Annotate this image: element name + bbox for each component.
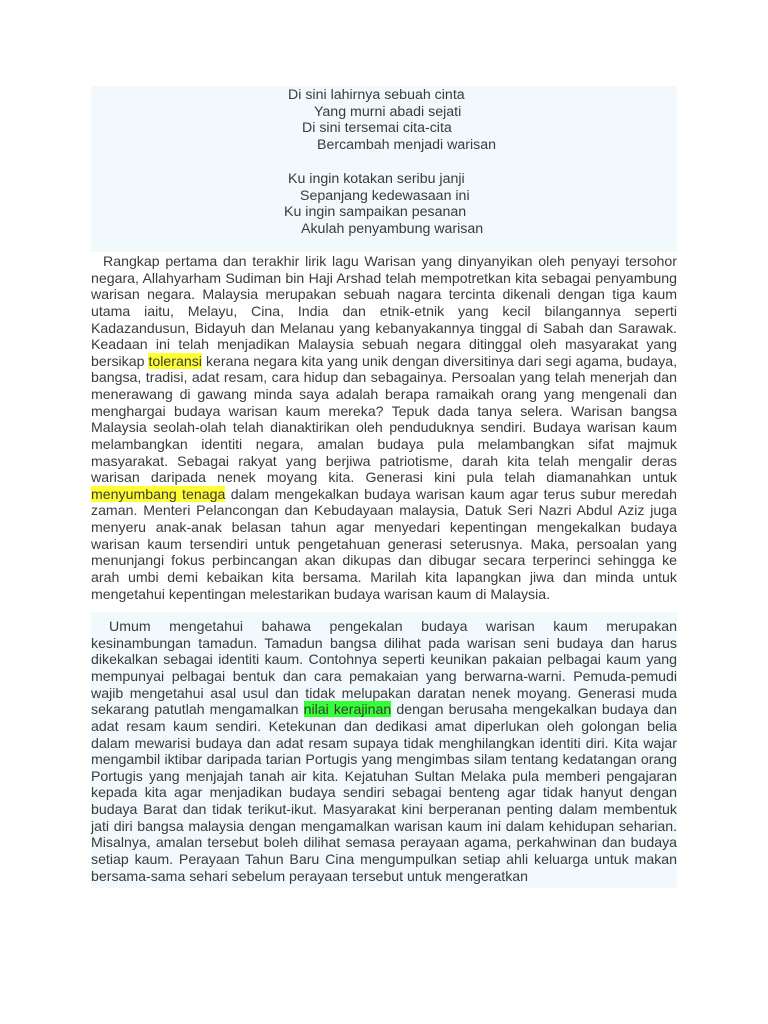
paragraph-text: dalam mengekalkan budaya warisan kaum agar terus subur meredah zaman. Menteri Pelancongan dan Kebudayaan malaysia, Datuk Seri Nazri Abdul Aziz juga menyeru anak-anak belasan tahun agar menyedari kepentingan mengekalkan budaya warisan kaum tersendiri untuk pengetahuan generasi seterusnya. Maka, persoalan yang menunjangi fokus perbincangan akan dikupas dan dibugar secara terperinci sehingga ke arah umbi demi kebaikan kita bersama. Marilah kita lapangkan jiwa dan minda untuk mengetahui kepentingan melestarikan budaya warisan kaum di Malaysia. (91, 485, 677, 602)
paragraph-text: Rangkap pertama dan terakhir lirik lagu Warisan yang dinyanyikan oleh penyayi tersohor negara, Allahyarham Sudiman bin Haji Arshad telah mempotretkan kita sebagai penyambung warisan negara. Malaysia merupakan sebuah nagara tercinta dikenali dengan tiga kaum utama iaitu, Melayu, Cina, India dan etnik-etnik yang kecil bilangannya seperti Kadazandusun, Bidayuh dan Melanau yang kebanyakannya tinggal di Sabah dan Sarawak. Keadaan ini telah menjadikan Malaysia sebuah negara ditinggal oleh masyarakat yang bersikap (91, 253, 677, 369)
poem-line: Bercambah menjadi warisan (317, 137, 497, 154)
poem-line: Di sini tersemai cita-cita (302, 120, 452, 137)
document-page (91, 86, 677, 888)
poem-line: Yang murni abadi sejati (314, 103, 462, 120)
poem-line: Ku ingin kotakan seribu janji (288, 171, 465, 187)
poem-line: Sepanjang kedewasaan ini (300, 187, 470, 204)
poem-stanza-1 (91, 87, 677, 154)
poem-line: Akulah penyambung warisan (301, 221, 484, 238)
paragraph-text: Umum mengetahui bahawa pengekalan budaya warisan kaum merupakan kesinambungan tamadun. Tamadun bangsa dilihat pada warisan seni budaya dan harus dikekalkan sebagai identiti kaum. Contohnya seperti keunikan pakaian pelbagai kaum yang mempunyai pelbagai bentuk dan cara pemakaian yang berwarna-warni. Pemuda-pemudi wajib mengetahui asal usul dan tidak melupakan daratan nenek moyang. Generasi muda sekarang patutlah mengamalkan (91, 618, 677, 718)
highlight-toleransi: toleransi (148, 352, 202, 369)
body-paragraph-2 (91, 612, 677, 888)
poem-block (91, 86, 677, 252)
poem-line: Di sini lahirnya sebuah cinta (288, 87, 465, 103)
highlight-nilai-kerajinan: nilai kerajinan (303, 701, 392, 718)
poem-stanza-2 (91, 171, 677, 238)
highlight-menyumbang-tenaga: menyumbang tenaga (91, 485, 226, 502)
poem-line: Ku ingin sampaikan pesanan (284, 204, 467, 221)
paragraph-text: kerana negara kita yang unik dengan diversitinya dari segi agama, budaya, bangsa, tradisi, adat resam, cara hidup dan sebagainya. Persoalan yang telah menerjah dan menerawang di gawang minda saya adalah berapa ramaikah orang yang mengenali dan menghargai budaya warisan kaum mereka? Tepuk dada tanya selera. Warisan bangsa Malaysia seolah-olah telah dianaktirikan oleh penduduknya sendiri. Budaya warisan kaum melambangkan identiti negara, amalan budaya pula melambangkan sifat majmuk masyarakat. Sebagai rakyat yang berjiwa patriotisme, darah kita telah mengalir deras warisan daripada nenek moyang kita. Generasi kini pula telah diamanahkan untuk (91, 352, 677, 486)
paragraph-text: dengan berusaha mengekalkan budaya dan adat resam kaum sendiri. Ketekunan dan dedikasi amat diperlukan oleh golongan belia dalam mewarisi budaya dan adat resam supaya tidak menghilangkan identiti diri. Kita wajar mengambil iktibar daripada tarian Portugis yang mengimbas silam tentang kedatangan orang Portugis yang menjajah tanah air kita. Kejatuhan Sultan Melaka pula memberi pengajaran kepada kita agar menjadikan budaya sendiri sebagai benteng agar tidak hanyut dengan budaya Barat dan tidak terikut-ikut. Masyarakat kini berperanan penting dalam membentuk jati diri bangsa malaysia dengan mengamalkan warisan kaum ini dalam kehidupan seharian. Misalnya, amalan tersebut boleh dilihat semasa perayaan agama, perkahwinan dan budaya setiap kaum. Perayaan Tahun Baru Cina mengumpulkan setiap ahli keluarga untuk makan bersama-sama sehari sebelum perayaan tersebut untuk mengeratkan (91, 701, 677, 884)
body-paragraph-1 (91, 253, 677, 602)
